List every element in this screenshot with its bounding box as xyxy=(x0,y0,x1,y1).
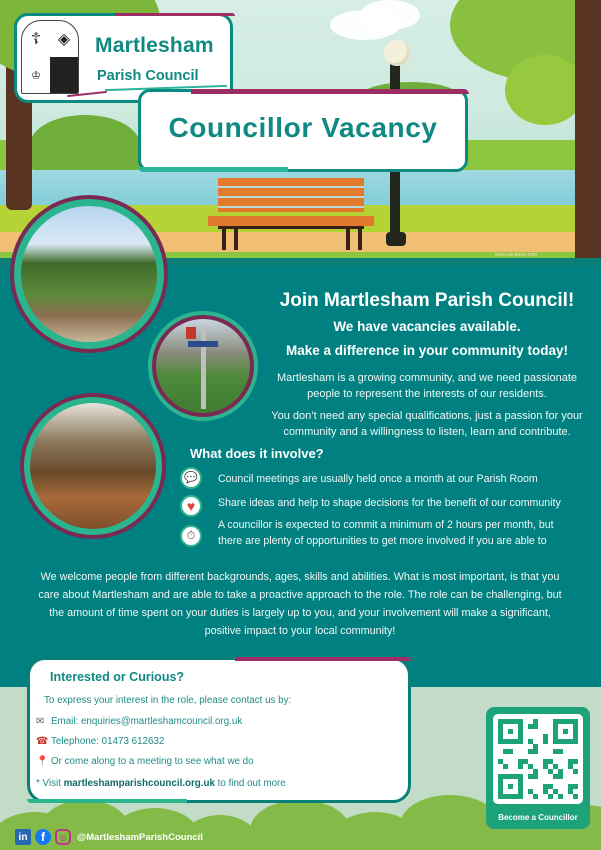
phone-link[interactable]: Telephone: 01473 612632 xyxy=(51,736,165,747)
lamp-globe xyxy=(384,40,410,66)
bench-leg xyxy=(234,228,238,250)
bench-leg xyxy=(358,228,362,250)
facebook-icon[interactable]: f xyxy=(35,829,51,845)
social-handle[interactable]: @MartleshamParishCouncil xyxy=(77,831,203,843)
visit-suffix: to find out more xyxy=(214,778,286,789)
involve-item xyxy=(180,469,600,489)
page-title: Councillor Vacancy xyxy=(168,112,438,143)
involve-item xyxy=(180,517,560,549)
contact-meeting xyxy=(36,756,254,767)
org-name: Martlesham xyxy=(95,34,214,57)
stopwatch-icon: ⏱ xyxy=(180,525,202,547)
telephone-icon: ☎ xyxy=(36,736,49,747)
crown-icon: ♔ xyxy=(31,69,41,82)
intro-paragraph: You don’t need any special qualifications, just a passion for your community and a willingness to listen, learn and contribute. xyxy=(271,410,583,438)
photo-ring xyxy=(14,199,164,349)
involve-item xyxy=(180,493,600,513)
bench-frame xyxy=(218,226,364,229)
involve-item-text: Council meetings are usually held once a month at our Parish Room xyxy=(218,473,538,485)
pin-icon: 📍 xyxy=(36,756,49,767)
watermark: www.vecteezy.com xyxy=(495,252,538,258)
accent-bar xyxy=(191,89,469,94)
involve-item-text: Share ideas and help to shape decisions for the benefit of our community xyxy=(218,497,561,509)
accent-bar xyxy=(235,657,411,661)
bush xyxy=(30,115,140,175)
photo-volunteers-woodland xyxy=(20,393,166,539)
bench-leg xyxy=(346,228,350,250)
social-links xyxy=(15,829,203,845)
accent-bar xyxy=(138,167,288,172)
intro-subheading: We have vacancies available. xyxy=(333,319,521,334)
contact-intro: To express your interest in the role, please contact us by: xyxy=(44,695,292,706)
sign-board xyxy=(188,341,218,347)
involve-heading: What does it involve? xyxy=(190,446,324,461)
qr-code-card[interactable] xyxy=(486,707,590,829)
speech-bubble-icon: 💬 xyxy=(180,467,202,489)
heart-icon: ♥ xyxy=(180,495,202,517)
intro-paragraph: Martlesham is a growing community, and we need passionate people to represent the interests of our residents. xyxy=(276,372,577,400)
contact-phone[interactable] xyxy=(36,736,164,747)
sign-emblem xyxy=(186,327,196,339)
involve-item-text: A councillor is expected to commit a minimum of 2 hours per month, but there are plenty of opportunities to get more involved if you are able to xyxy=(218,519,554,547)
website-link[interactable]: martleshamparishcouncil.org.uk xyxy=(63,778,215,789)
photo-image xyxy=(21,206,157,342)
photo-image xyxy=(30,403,156,529)
animal-icon xyxy=(50,57,78,93)
email-link[interactable]: Email: enquiries@martleshamcouncil.org.uk xyxy=(51,716,243,727)
contact-email[interactable] xyxy=(36,716,242,727)
instagram-icon[interactable]: ◎ xyxy=(55,829,71,845)
shield-icon: ◈ xyxy=(57,31,71,48)
photo-image xyxy=(156,319,250,413)
envelope-icon: ✉ xyxy=(36,716,45,727)
contact-card xyxy=(27,657,411,803)
bench-back xyxy=(218,178,364,212)
meeting-text: Or come along to a meeting to see what we do xyxy=(51,756,254,767)
welcome-paragraph: We welcome people from different backgrounds, ages, skills and abilities. What is most important, is that you care about Martlesham and are able to take a proactive approach to the role. The role can be challenging, but the amount of time spent on your duties is largely up to you, and your involvement will make a significant, positive impact to your local community! xyxy=(38,571,562,637)
bench-seat xyxy=(208,216,374,226)
title-card xyxy=(138,89,468,172)
linkedin-icon[interactable]: in xyxy=(15,829,31,845)
qr-code-pattern xyxy=(498,719,578,799)
intro-heading: Join Martlesham Parish Council! xyxy=(279,290,575,311)
lamp-base xyxy=(386,232,406,246)
photo-ring xyxy=(152,315,254,417)
contact-visit xyxy=(36,778,286,789)
tree-trunk xyxy=(575,0,601,262)
cross-icon: ☦ xyxy=(30,31,42,48)
intro-section xyxy=(262,290,592,446)
bench-leg xyxy=(222,228,226,250)
org-subtitle: Parish Council xyxy=(97,68,199,84)
photo-heath-path xyxy=(10,195,168,353)
intro-subheading: Make a difference in your community today! xyxy=(285,343,569,358)
photo-ring xyxy=(24,397,162,535)
contact-heading: Interested or Curious? xyxy=(50,670,185,684)
tree-crown xyxy=(505,55,585,125)
cloud xyxy=(360,0,420,30)
accent-bar xyxy=(115,13,235,16)
photo-village-sign xyxy=(148,311,258,421)
visit-prefix: * Visit xyxy=(36,778,64,789)
accent-bar xyxy=(27,799,187,803)
parish-crest-logo xyxy=(21,20,79,94)
qr-label: Become a Councillor xyxy=(498,813,578,822)
involve-section xyxy=(180,446,600,553)
qr-code[interactable] xyxy=(493,714,583,804)
